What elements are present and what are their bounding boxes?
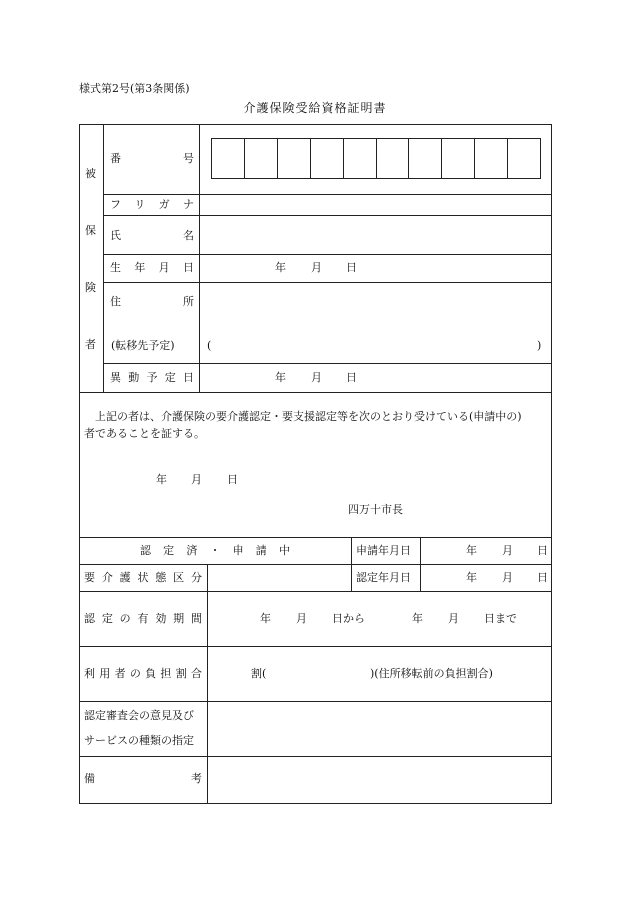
application-date-label: 申請年月日 — [356, 544, 411, 557]
remarks-label: 備 考 — [84, 772, 202, 785]
change-date-year: 年 — [275, 371, 286, 384]
care-level-label: 要 介 護 状 態 区 分 — [84, 571, 202, 584]
insured-label-char-3: 険 — [85, 281, 96, 294]
opinion-label-line2: サービスの種類の指定 — [84, 734, 194, 747]
application-date-month: 月 — [502, 544, 513, 557]
burden-note: )(住所移転前の負担割合) — [370, 667, 493, 680]
validity-start-year: 年 — [260, 612, 271, 625]
opinion-label-line1: 認定審査会の意見及び — [84, 709, 194, 722]
address-field[interactable] — [200, 283, 551, 329]
birthdate-day: 日 — [346, 261, 357, 274]
furigana-field[interactable] — [200, 195, 551, 214]
number-digit-box[interactable] — [377, 139, 410, 178]
birthdate-label: 生 年 月 日 — [110, 261, 194, 274]
certification-text-line1: 上記の者は、介護保険の要介護認定・要支援認定等を次のとおり受けている(申請中の) — [95, 410, 522, 423]
certification-month: 月 — [191, 473, 202, 486]
certification-year: 年 — [156, 473, 167, 486]
validity-start-day: 日から — [332, 612, 365, 625]
remarks-field[interactable] — [208, 757, 551, 803]
furigana-label: フ リ ガ ナ — [110, 198, 194, 211]
validity-end-year: 年 — [412, 612, 423, 625]
insured-label-char-1: 被 — [85, 167, 96, 180]
application-date-day: 日 — [537, 544, 548, 557]
certification-date-month: 月 — [502, 571, 513, 584]
insured-label-char-4: 者 — [85, 338, 96, 351]
moving-address-close: ) — [537, 339, 542, 352]
burden-ratio: 割( — [251, 667, 267, 680]
moving-address-label: (転移先予定) — [111, 339, 175, 352]
change-date-label: 異 動 予 定 日 — [110, 371, 194, 384]
number-label: 番 号 — [110, 152, 194, 165]
number-digit-box[interactable] — [212, 139, 245, 178]
validity-start-month: 月 — [296, 612, 307, 625]
change-date-month: 月 — [311, 371, 322, 384]
insured-label-char-2: 保 — [85, 224, 96, 237]
certification-text-line2: 者であることを証する。 — [84, 427, 205, 440]
number-digit-box[interactable] — [245, 139, 278, 178]
change-date-day: 日 — [346, 371, 357, 384]
insured-number-boxes[interactable] — [211, 138, 541, 179]
birthdate-year: 年 — [275, 261, 286, 274]
number-digit-box[interactable] — [311, 139, 344, 178]
application-date-year: 年 — [466, 544, 477, 557]
opinion-field[interactable] — [208, 702, 551, 755]
birthdate-month: 月 — [311, 261, 322, 274]
page-title: 介護保険受給資格証明書 — [243, 101, 387, 115]
certification-date-label: 認定年月日 — [356, 571, 411, 584]
issuer-name: 四万十市長 — [348, 503, 403, 516]
status-label: 認 定 済 ・ 申 請 中 — [140, 544, 290, 557]
validity-end-day: 日まで — [484, 612, 517, 625]
address-label: 住 所 — [110, 295, 194, 308]
certification-day: 日 — [227, 473, 238, 486]
form-number: 様式第2号(第3条関係) — [79, 82, 190, 95]
name-field[interactable] — [200, 216, 551, 253]
number-digit-box[interactable] — [508, 139, 540, 178]
moving-address-open: ( — [207, 339, 212, 352]
number-digit-box[interactable] — [278, 139, 311, 178]
number-digit-box[interactable] — [442, 139, 475, 178]
certification-date-day: 日 — [537, 571, 548, 584]
validity-label: 認 定 の 有 効 期 間 — [84, 612, 202, 625]
number-digit-box[interactable] — [475, 139, 508, 178]
name-label: 氏 名 — [110, 229, 194, 242]
certification-date-year: 年 — [466, 571, 477, 584]
burden-label: 利 用 者 の 負 担 割 合 — [84, 667, 202, 680]
validity-end-month: 月 — [448, 612, 459, 625]
care-level-field[interactable] — [208, 565, 350, 590]
number-digit-box[interactable] — [344, 139, 377, 178]
number-digit-box[interactable] — [409, 139, 442, 178]
